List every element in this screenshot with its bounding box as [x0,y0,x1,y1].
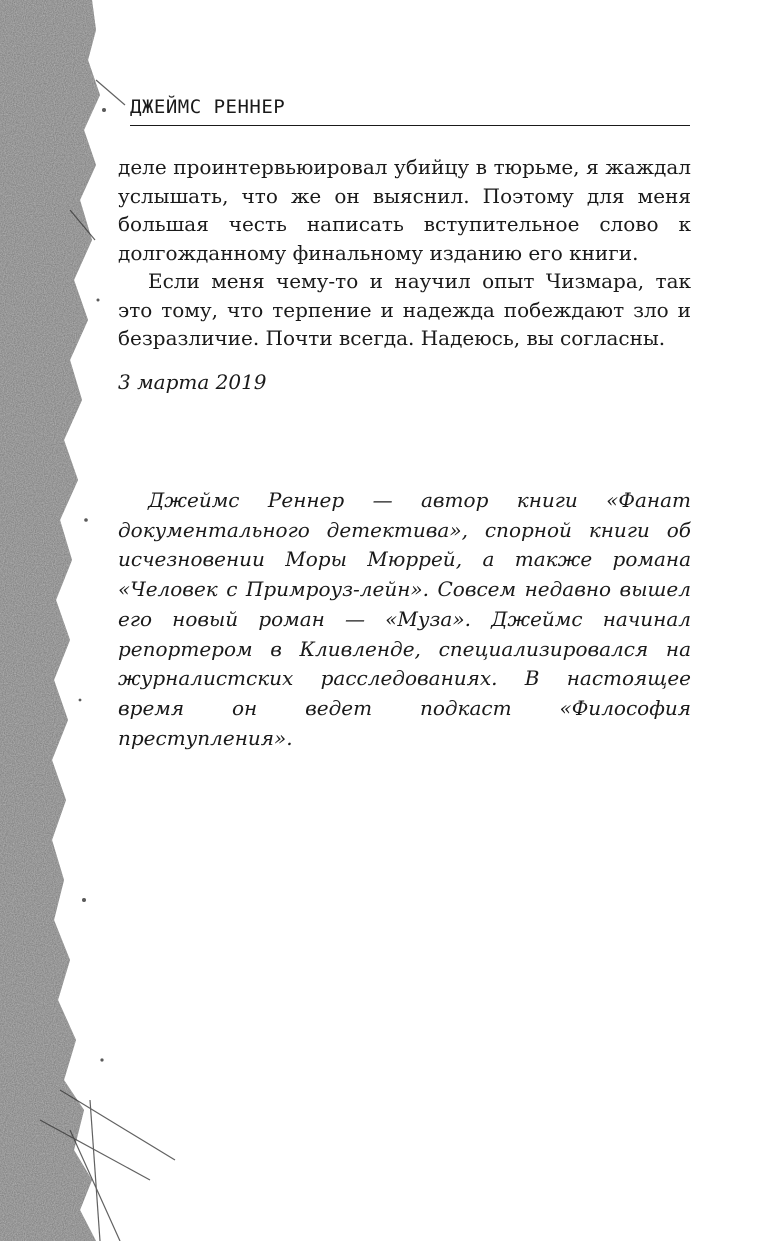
author-bio [118,486,691,753]
author-bio-paragraph: Джеймс Реннер — автор книги «Фанат документального детектива», спорной книги об исчезновении Моры Мюррей, а также романа «Человек с Примроуз-лейн». Совсем недавно вышел его новый роман — «Муза». Джеймс начинал репортером в Кливленде, специализировался на журналистских расследованиях. В настоящее время он ведет подкаст «Философия преступления». [118,488,691,750]
main-text [118,153,691,353]
date-line: 3 марта 2019 [118,370,267,394]
running-header-title: ДЖЕЙМС РЕННЕР [130,96,286,118]
body-paragraph-2: Если меня чему-то и научил опыт Чизмара, так это тому, что терпение и надежда побеждают зло и безразличие. Почти всегда. Надеюсь, вы согласны. [118,269,691,350]
body-paragraph-1: деле проинтервьюировал убийцу в тюрьме, я жаждал услышать, что же он выяснил. Поэтому для меня большая честь написать вступительное слово к долгожданному финальному изданию его книги. [118,155,691,265]
running-header [130,94,690,126]
